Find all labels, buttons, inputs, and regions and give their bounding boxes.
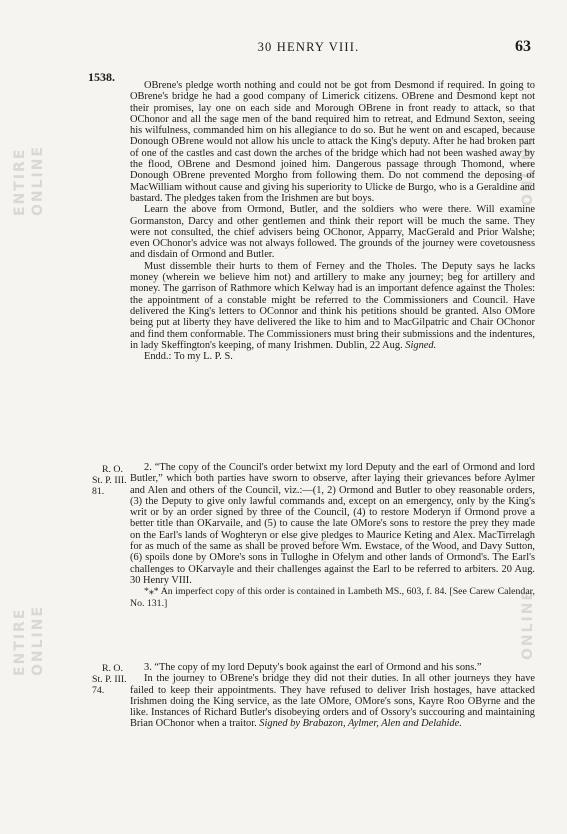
entry-3-title: 3. “The copy of my lord Deputy's book against the earl of Ormond and his sons.” [144,662,482,673]
entry-3-ref-source: R. O. [102,663,123,674]
entry-3-ref-citation: St. P. III. 74. [92,674,127,696]
watermark-right: ONLINE [520,134,536,206]
entry-1-paragraph: Learn the above from Ormond, Butler, and the soldiers who were there. Will examine Gormanston, Darcy and other gentlemen and think their report will be much the same. They were not consulted, the chief advisers being OChonor, Apparry, MacGerald and Prior Walshe; even OChonor's advice was not always followed. The grounds of the journey were covetousness and disdain of Ormond and Butler. [130,204,535,261]
entry-1-paragraph: OBrene's pledge worth nothing and could not be got from Desmond if required. In going to OBrene's bridge he had a good company of Limerick citizens. OBrene and Desmond kept not their promises, lay one on each side and Morough OBrene in front ready to attack, so that OChonor and all the sage men of the band required him to retreat, and Edmund Sexton, seeing his wilfulness, commanded him on his allegiance to do so. But he went on and escaped, because Donough OBrene would not allow his uncle to attack the King's deputy. After he had broken part of one of the castles and cast down the arches of the bridge which had not been washed away by the flood, OBrene and Desmond joined him. Dangerous passage through Thomond, where Donough OBrene prevented Morgho from following them. Do not commend the deposing of MacWilliam without cause and giving his superiority to Ulicke de Burgo, who is a Geraldine and bastard. The pledges taken from the Irishmen are but boys. [130,80,535,204]
entry-1-paragraph [130,261,535,351]
entry-2-note: *⁎* An imperfect copy of this order is contained in Lambeth MS., 603, f. 84. [See Carew Calendar, No. 131.] [130,586,535,609]
entry-1-signed: Signed. [405,339,437,351]
running-title: 30 HENRY VIII. [257,40,360,54]
entry-3-body [130,662,535,730]
year-marker: 1538. [88,70,115,84]
entry-2-ref-citation: St. P. III. 81. [92,475,127,497]
watermark-left-inner: ONLINE [30,144,46,216]
watermark-left: ENTIRE [12,147,28,216]
entry-2-ref-source: R. O. [102,464,123,475]
page-number: 63 [515,38,531,55]
entry-3-signed: Signed by Brabazon, Aylmer, Alen and Delahide. [259,718,462,730]
watermark-left-lower: ENTIRE [12,607,28,676]
entry-2-body [130,462,535,609]
entry-1-body [130,80,535,362]
page-header [86,38,531,58]
entry-3-text [130,673,535,729]
entry-3-text-body: In the journey to OBrene's bridge they did not their duties. In all other journeys they have failed to keep their appointments. They have refused to deliver Irish hostages, have attacked Irishmen doing the King service, as the late OMore, OMore's sons, Kayre Roo OByrne and the like. Instances of Richard Butler's disobeying orders and of Ossory's succouring and maintaining Brian OChonor when a traitor. [130,673,535,730]
entry-1-endorsement: Endd.: To my L. P. S. [144,351,233,363]
entry-1-paragraph-text: Must dissemble their hurts to them of Ferney and the Tholes. The Deputy says he lacks money (wherein we believe him not) and artillery to make any journey; beg for artillery and money. The garrison of Rathmore which Kelway had is an important defence against the Tholes: the appointment of a constable might be referred to the Commissioners and Council. Have delivered the King's letters to OConnor and think his petitions should be granted. Also OMore being put at liberty they have delivered the like to him and to MacGilpatric and Chair OChonor and find them conformable. The Commissioners must bring their submissions and the indentures, in lady Skeffington's keeping, of many Irishmen. Dublin, 22 Aug. [130,260,535,351]
watermark-left-inner-lower: ONLINE [30,604,46,676]
watermark-right-lower: ONLINE [520,588,536,660]
entry-2-text: 2. “The copy of the Council's order betwixt my lord Deputy and the earl of Ormond and lord Butler,” which both parties have sworn to observe, after laying their grievances before Aylmer and Alen and others of the Council, viz.:—(1, 2) Ormond and Butler to obey reasonable orders, (3) the Deputy to give only lawful commands and, except on an emergency, only by the King's writ or by an order signed by three of the Council, (4) to restore Moderyn if Ormond prove a better title than OKarvaile, and (5) to cause the late OMore's sons to restore the prey they made on the Earl's lands of Woghteryn or else give pledges to Maurice Keting and Alex. MacTirrelagh for as much of the same as shall be proved before Wm. Ewstace, of the Wood, and Davy Sutton, (6) spoils done by OMore's sons in Tulloghe in Ofelym and other lands of Ormond's. The Earl's challenges to OKarvayle and their challenges against the Earl to be referred to arbiters. 20 Aug. 30 Henry VIII. [130,462,535,586]
